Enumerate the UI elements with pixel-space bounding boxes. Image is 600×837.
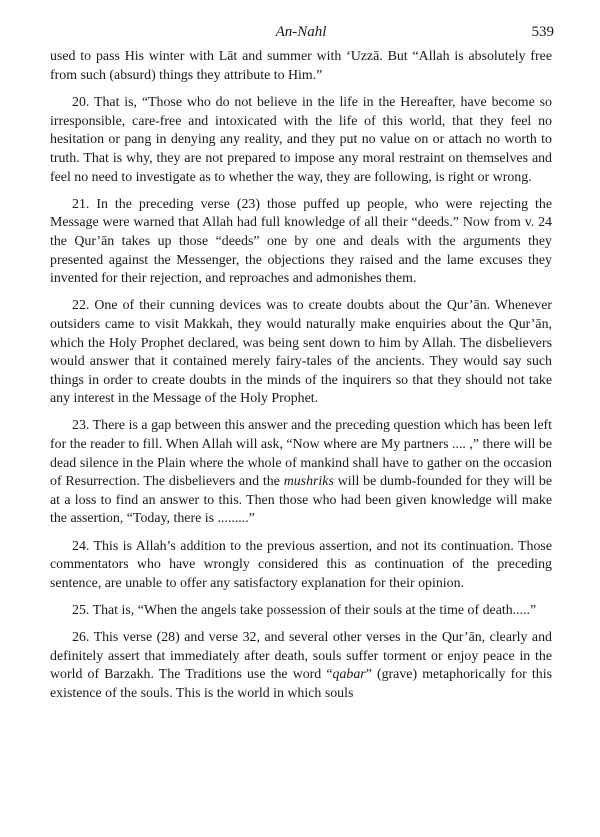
continuation-paragraph: used to pass His winter with Lāt and summer with ‘Uzzā. But “Allah is absolutely free from such (absurd) things they attribute to Him.” — [50, 49, 552, 83]
note-23-text-before: 23. There is a gap between this answer and the preceding question which has been left for the reader to fill. When Allah will ask, “Now where are My partners .... ,” there will be dead silence in the Plain where the whole of mankind shall have to gather on the occasion of Resurrection. The disbelievers and the — [50, 418, 552, 490]
note-20-paragraph: 20. That is, “Those who do not believe in the life in the Hereafter, have become so irresponsible, care-free and intoxicated with the life of this world, that they feel no hesitation or pang in denying any reality, and they put no value on or attach no worth to truth. That is why, they are not prepared to impose any moral restraint on themselves and feel no need to investigate as to whether the way, they are following, is right or wrong. — [50, 95, 552, 185]
note-26-italic-term: qabar — [332, 667, 366, 683]
page-number: 539 — [531, 24, 554, 40]
note-23-italic-term: mushriks — [283, 474, 334, 490]
body-text — [50, 48, 552, 704]
note-26-paragraph — [50, 629, 552, 703]
note-23-paragraph — [50, 417, 552, 529]
note-23-text-after: will be dumb-founded for they will be at a loss to find an answer to this. Then those who had been given knowledge will make the assertion, “Today, there is .........” — [50, 474, 552, 527]
book-page — [50, 18, 552, 704]
note-21-paragraph: 21. In the preceding verse (23) those puffed up people, who were rejecting the Message were warned that Allah had full knowledge of all their “deeds.” Now from v. 24 the Qur’ān takes up those “deeds” one by one and deals with the arguments they presented against the Messenger, the objections they raised and the lame excuses they invented for their rejection, and reproaches and admonishes them. — [50, 196, 552, 287]
note-24-paragraph: 24. This is Allah’s addition to the previous assertion, and not its continuation. Those commentators who have wrongly considered this as continuation of the preceding sentence, are unable to offer any satisfactory explanation for their opinion. — [50, 538, 552, 591]
note-22-paragraph: 22. One of their cunning devices was to create doubts about the Qur’ān. Whenever outsiders came to visit Makkah, they would naturally make enquiries about the Qur’ān, which the Holy Prophet declared, was being sent down to him by Allah. The disbelievers would answer that it contained merely fairy-tales of the ancients. They would say such things in order to create doubts in the minds of the inquirers so that they should not take any interest in the Message of the Holy Prophet. — [50, 298, 552, 407]
page-header — [50, 18, 552, 48]
running-title: An-Nahl — [275, 24, 327, 40]
note-25-paragraph: 25. That is, “When the angels take possession of their souls at the time of death.....” — [72, 603, 537, 618]
note-26-text-before: 26. This verse (28) and verse 32, and several other verses in the Qur’ān, clearly and definitely assert that immediately after death, souls suffer torment or enjoy peace in the world of Barzakh. The Traditions use the word “ — [50, 630, 552, 683]
note-26-text-after: ” (grave) metaphorically for this existence of the souls. This is the world in which souls — [50, 667, 552, 701]
